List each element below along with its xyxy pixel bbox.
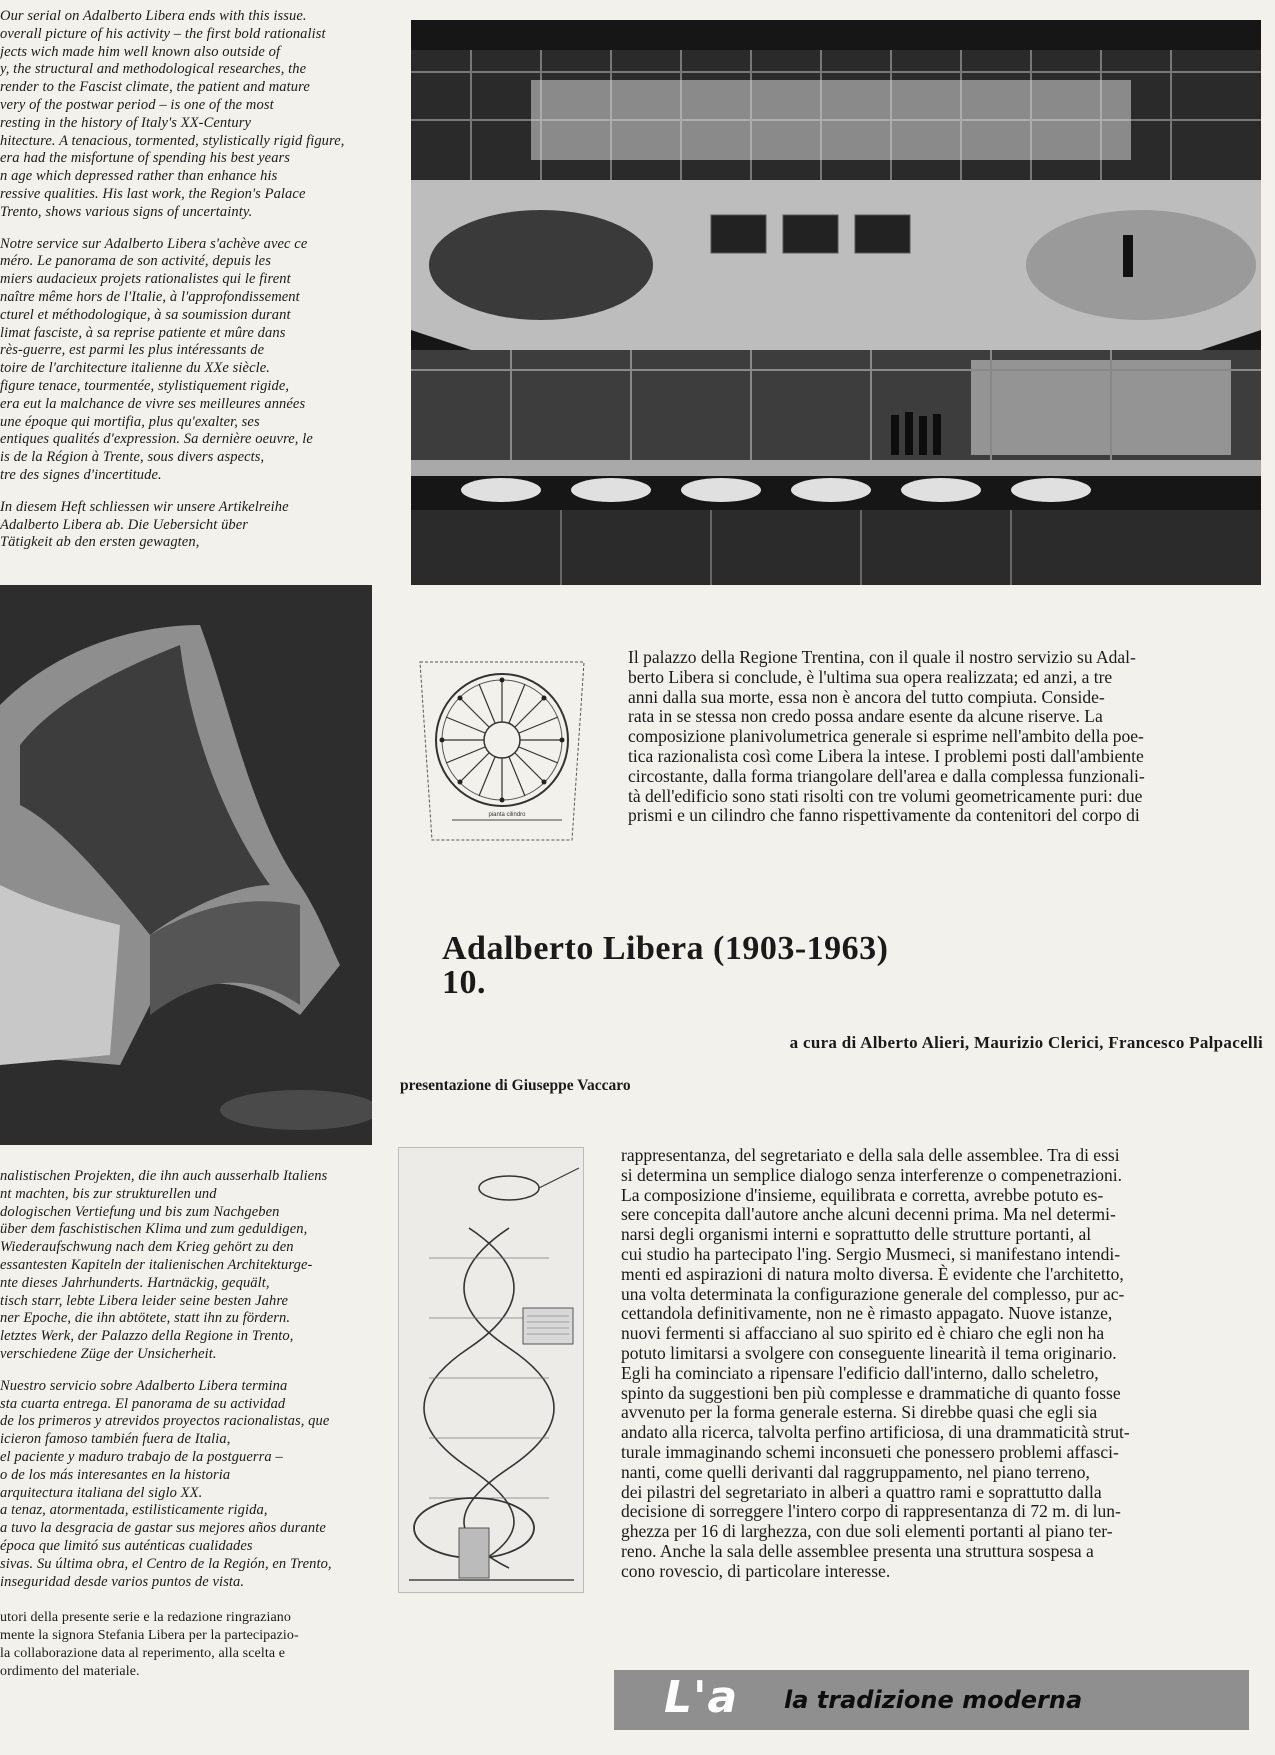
building-model-illustration <box>411 20 1261 585</box>
stair-drawing-svg <box>399 1148 583 1592</box>
article-number: 10. <box>442 964 486 1001</box>
summary-french: Notre service sur Adalberto Libera s'achève avec ce méro. Le panorama de son activité, depuis les miers audacieux projets rationalistes qui le firent naître même hors de l'Italie, à l'approfondissement cturel et méthodologique, à sa soumission durant limat fasciste, à sa reprise patiente et mûre dans rès-guerre, est parmi les plus intéressants de toire de l'architecture italienne du XXe siècle. figure tenace, tourmentée, stylistiquement rigide, era eut la malchance de vivre ses meilleures années une époque qui mortifia, plus qu'exalter, ses entiques qualités d'expression. Sa dernière oeuvre, le is de la Région à Trente, sous divers aspects, tre des signes d'incertitude. <box>0 235 313 483</box>
summary-column-bottom <box>0 1168 372 1728</box>
circular-plan-drawing <box>412 650 592 850</box>
article-paragraph-2: rappresentanza, del segretariato e della sala delle assemblee. Tra di essi si determina un semplice dialogo senza interferenze o compenetrazioni. La composizione d'insieme, equilibrata e corretta, avrebbe potuto es- sere concepita dall'autore anche alcuni decenni prima. Ma nel determi- narsi degli organismi interni e soprattutto delle strutture portanti, al cui studio ha partecipato l'ing. Sergio Musmeci, si manifestano intendi- menti ed aspirazioni di natura molto diversa. È evidente che l'architetto, una volta determinata la configurazione generale del complesso, pur ac- cettandola definitivamente, non ne è rimasto appagato. Nuove istanze, nuovi fermenti si affacciano al suo spirito ed è chiaro che egli non ha potuto limitarsi a svolgere con conseguente linearità il tema originario. Egli ha cominciato a ripensare l'edificio dall'interno, dallo scheletro, spinto da suggestioni ben più complesse e drammatiche di quanto fosse avvenuto per la forma generale esterna. Si direbbe quasi che egli sia andato alla ricerca, talvolta perfino artificiosa, di una drammaticità strut- turale immaginando schemi inconsueti che ponessero problemi affasci- nanti, come quelli derivanti dal raggruppamento, nel piano terreno, dei pilastri del segretariato in alberi a quattro rami e soprattutto dalla decisione di sorreggere l'intero corpo di rappresentanza di 72 m. di lun- ghezza per 16 di larghezza, con due soli elementi portanti al piano ter- reno. Anche la sala delle assemblee presenta una struttura sospesa a cono rovescio, di particolare interesse. <box>621 1145 1130 1581</box>
summary-german-start: In diesem Heft schliessen wir unsere Artikelreihe Adalberto Libera ab. Die Uebersicht über Tätigkeit ab den ersten gewagten, <box>0 498 289 551</box>
summary-spanish: Nuestro servicio sobre Adalberto Libera termina sta cuarta entrega. El panorama de su actividad de los primeros y atrevidos proyectos racionalistas, que icieron famoso también fuera de Italia, el paciente y maduro trabajo de la postguerra – o de los más interesantes en la historia arquitectura italiana del siglo XX. a tenaz, atormentada, estilisticamente rigida, a tuvo la desgracia de gastar sus mejores años durante época que limitó sus auténticas cualidades sivas. Su última obra, el Centro de la Región, en Trento, inseguridad desde varios puntos de vista. <box>0 1377 332 1590</box>
sculptural-model-illustration <box>0 585 372 1145</box>
structure-model-photo <box>0 585 372 1145</box>
stair-section-drawing <box>398 1147 584 1593</box>
article-editors: a cura di Alberto Alieri, Maurizio Clerici, Francesco Palpacelli <box>789 1033 1263 1052</box>
article-presenter: presentazione di Giuseppe Vaccaro <box>400 1077 631 1094</box>
magazine-footer-bar <box>614 1670 1249 1730</box>
article-paragraph-1: Il palazzo della Regione Trentina, con il quale il nostro servizio su Adal- berto Libera si conclude, è l'ultima sua opera realizzata; ed anzi, a tre anni dalla sua morte, essa non è ancora del tutto compiuta. Conside- rata in se stessa non credo possa andare esente da alcune riserve. La composizione planivolumetrica generale si esprime nell'ambito della poe- tica razionalista così come Libera la intese. I problemi posti dall'ambiente circostante, dalla forma triangolare dell'area e dalla complessa funzionali- tà dell'edificio sono stati risolti con tre volumi geometricamente puri: due prismi e un cilindro che fanno rispettivamente da contenitori del corpo di <box>628 647 1145 826</box>
summary-english: Our serial on Adalberto Libera ends with this issue. overall picture of his activity – the first bold rationalist jects wich made him well known also outside of y, the structural and methodological researches, the render to the Fascist climate, the patient and mature very of the postwar period – is one of the most resting in the history of Italy's XX-Century hitecture. A tenacious, tormented, stylistically rigid figure, era had the misfortune of spending his best years n age which depressed rather than enhance his ressive qualities. His last work, the Region's Palace Trento, shows various signs of uncertainty. <box>0 8 345 220</box>
summary-acknowledgment: utori della presente serie e la redazione ringraziano mente la signora Stefania Libera per la partecipazio- la collaborazione data al reperimento, alla scelta e ordimento del materiale. <box>0 1610 299 1679</box>
plan-caption: pianta cilindro <box>488 812 526 818</box>
magazine-tagline: la tradizione moderna <box>784 1686 1083 1714</box>
building-model-photo <box>411 20 1261 585</box>
article-title: Adalberto Libera (1903-1963) <box>442 930 889 967</box>
summary-column-top <box>0 8 372 568</box>
magazine-logo: L'a <box>664 1672 739 1723</box>
summary-german-cont: nalistischen Projekten, die ihn auch ausserhalb Italiens nt machten, bis zur strukturellen und dologischen Vertiefung und bis zum Nachgeben über dem faschistischen Klima und zum geduldigen, Wiederaufschwung nach dem Krieg gehört zu den essantesten Kapiteln der italienischen Architekturge- nte dieses Jahrhunderts. Hartnäckig, gequält, tisch starr, lebte Libera leider seine besten Jahre ner Epoche, die ihn abtötete, statt ihn zu fördern. letztes Werk, der Palazzo della Regione in Trento, verschiedene Züge der Unsicherheit. <box>0 1168 328 1362</box>
plan-drawing-svg <box>412 650 592 850</box>
